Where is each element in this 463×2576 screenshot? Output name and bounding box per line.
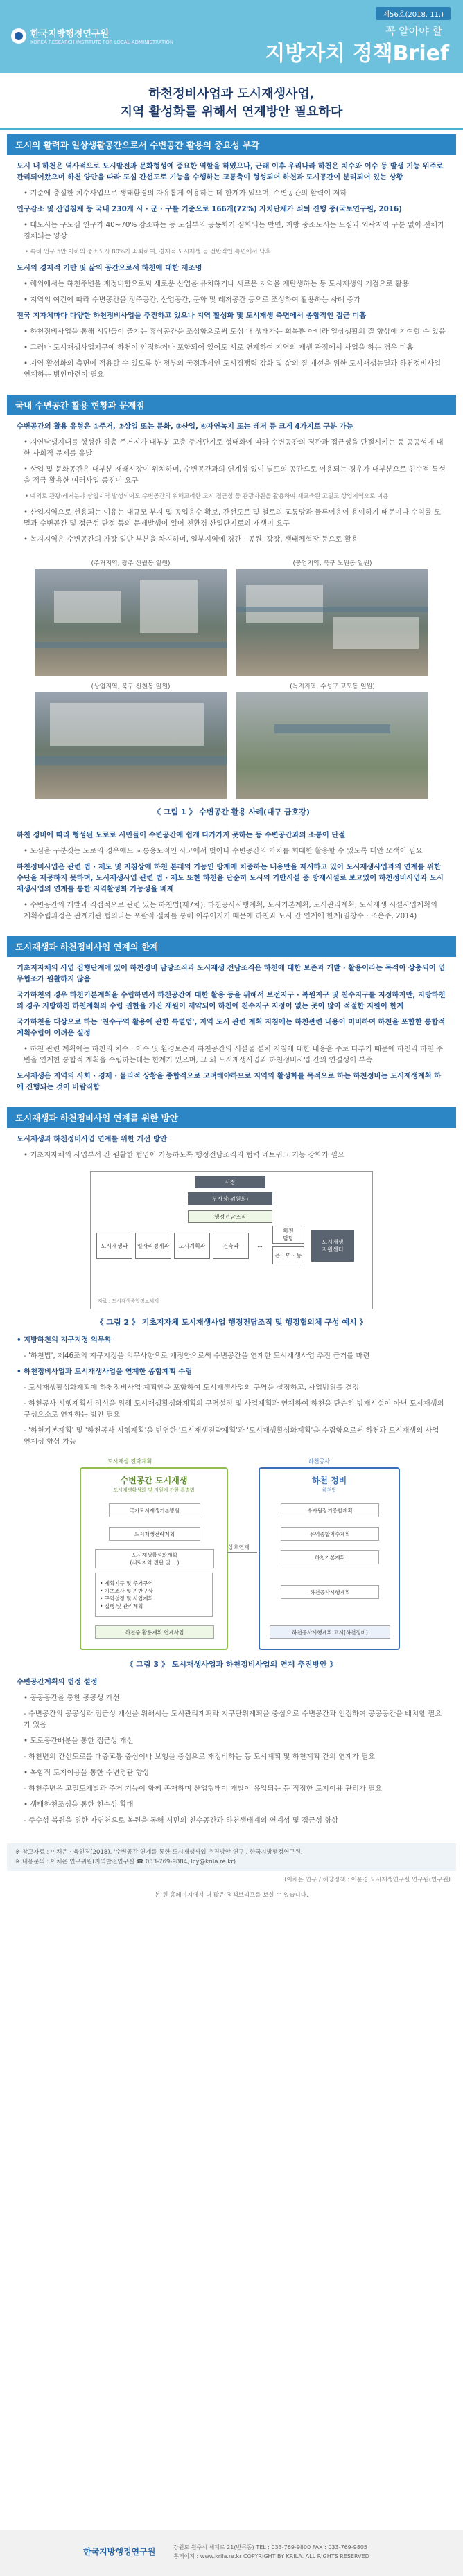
left-label: 도시재생 전략계획 bbox=[107, 1458, 152, 1465]
s4-p3-b: - 수변공간의 공공성과 접근성 개선을 위해서는 도시관리계획과 지구단위계획을 중심으로 수변공간과 인접하여 공공공간을 배치할 필요가 있음 bbox=[24, 1710, 442, 1729]
s3-p3: 국가하천을 대상으로 하는 '친수구역 활용에 관한 특별법', 지역 도시 관련 계획 지침에는 하천관련 내용이 미비하여 하천을 포함한 통합적 계획수립이 어려운 실정 bbox=[17, 1018, 446, 1037]
s1-p3: 도시의 경제적 기반 및 삶의 공간으로서 하천에 대한 재조명 bbox=[17, 264, 202, 272]
s1-p4-sub2: • 그러나 도시재생사업지구에 하천이 인접하거나 포함되어 있어도 서로 연계하여 지역의 재생 관점에서 사업을 하는 경우 미흡 bbox=[24, 343, 414, 352]
org-name-en: KOREA RESEARCH INSTITUTE FOR LOCAL ADMINISTRATION bbox=[30, 39, 174, 45]
s4-p1: 도시재생과 하천정비사업 연계를 위한 개선 방안 bbox=[17, 1135, 167, 1143]
river-law: 하천법 bbox=[322, 1487, 337, 1493]
river-step-1: 수자원장기종합계획 bbox=[281, 1503, 379, 1517]
node-mayor: 시장 bbox=[195, 1176, 265, 1188]
s3-p3-sub: • 하천 관련 계획에는 하천의 치수 · 이수 및 환경보존과 하천공간의 시설물 설치 지침에 대한 내용을 주로 다루기 때문에 하천과 하천 주변을 연계한 통합적 계획을 수립하는데는 한계가 있으며, 그 외 도시재생사업과 하천정비사업 간의 연결성이 부족 bbox=[24, 1045, 444, 1064]
footer-address bbox=[173, 2543, 369, 2561]
org-logo bbox=[11, 26, 173, 45]
s1-p1-sub: • 기준에 충실한 치수사업으로 생태환경의 자유롭게 이용하는 데 한계가 있으며, 수변공간의 활력이 저하 bbox=[24, 189, 347, 197]
s1-p3-sub1: • 해외에서는 하천주변을 재정비함으로써 새로운 산업을 유치하거나 새로운 지역을 재탄생하는 등 도시재생의 거점으로 활용 bbox=[24, 280, 409, 288]
node-community: 읍 · 면 · 동 bbox=[272, 1246, 304, 1264]
s4-p3-e: • 복합적 토지이용을 통한 수변경관 향상 bbox=[24, 1769, 150, 1777]
org-name: 한국지방행정연구원 bbox=[30, 29, 110, 39]
s2-p1-sub4: • 녹지지역은 수변공간의 가장 일반 부분을 차지하며, 일부지역에 경관 · 공원, 광장, 생태체험장 등으로 활용 bbox=[24, 535, 358, 544]
brief-title: 지방자치 정책Brief bbox=[265, 42, 449, 66]
regen-step-1: 국가도시재생기본방침 bbox=[109, 1503, 200, 1517]
issue-badge: 제56호(2018. 11.) bbox=[376, 7, 451, 20]
aerial-photo bbox=[236, 692, 428, 799]
s3-p4: 도시재생은 지역의 사회 · 경제 · 물리적 상황을 종합적으로 고려해야하므로 지역의 활성화를 목적으로 하는 하천정비는 도시재생계획 하에 진행되는 것이 바람직함 bbox=[17, 1072, 442, 1091]
node-admin-unit: 행정전담조직 bbox=[188, 1210, 272, 1223]
node-economy-dept: 일자리경제과 bbox=[135, 1233, 171, 1259]
s2-p1: 수변공간의 활용 유형은 ①주거, ②상업 또는 문화, ③산업, ④자연녹지 또는 레저 등 크게 4가지로 구분 가능 bbox=[17, 422, 353, 431]
photo-caption: (주거지역, 광주 산월동 일원) bbox=[91, 560, 171, 567]
s1-p2: 인구감소 및 산업침체 등 국내 230개 시 · 군 · 구를 기준으로 166개(72%) 자치단체가 쇠퇴 진행 중(국토연구원, 2016) bbox=[17, 205, 402, 213]
s4-p3-c: • 도로공간배분을 통한 접근성 개선 bbox=[24, 1737, 134, 1745]
s4-p2-d: - 하천공사 시행계획서 작성을 위해 도시재생활성화계획의 구역설정 및 사업계획과 연계하여 하천을 단순히 방재시설이 아닌 도시재생의 구성요소로 연계하는 방안 필요 bbox=[24, 1399, 444, 1419]
s2-p2-sub: • 도심을 구분짓는 도로의 경우에도 교통용도적인 사고에서 벗어나 수변공간의 가치를 회대한 활용할 수 있도록 대안 모색이 필요 bbox=[24, 847, 423, 855]
river-step-5: 하천공사시행계획 고시(하천정비) bbox=[270, 1625, 390, 1639]
s4-p3-h: - 주수성 복원을 위한 자연천으로 복원을 통해 시민의 친수공간과 하천생태계의 연계성 및 접근성 향상 bbox=[24, 1816, 339, 1825]
s2-p1-sub1: • 지연낙생지대를 형성한 하총 주거지가 대부분 고층 주거단지로 형태화에 따라 수변공간의 경관과 접근성을 단절시키는 등 공공성에 대한 사회적 문제를 유발 bbox=[24, 438, 444, 458]
s4-p2-a: - '하천법', 제46조의 지구지정을 의무사항으로 개정함으로써 수변공간을 연계한 도시재생사업 추진 근거를 마련 bbox=[24, 1352, 370, 1360]
s3-p1: 기초지자체의 사업 집행단계에 있어 하천정비 담당조직과 도시재생 전담조직은 하천에 대한 보존과 개발 · 활용이라는 목적이 상충되어 업무협조가 원활하지 않음 bbox=[17, 964, 446, 983]
s4-p1-sub: • 기초지자체의 사업부서 간 원활한 협업이 가능하도록 행정전담조직의 협력 네트워크 기능 강화가 필요 bbox=[24, 1151, 345, 1159]
figure-2-org-chart bbox=[90, 1171, 373, 1309]
node-building-dept: 건축과 bbox=[213, 1233, 249, 1259]
river-step-3: 하천기본계획 bbox=[281, 1550, 379, 1564]
author-line: (이채은 연구 / 해양정책 : 이윤경 도시재생연구실 연구원(연구원) bbox=[284, 1877, 451, 1884]
s2-p2: 하천 정비에 따라 형성된 도로로 시민들이 수변공간에 쉽게 다가가지 못하는 등 수변공간과의 소통이 단절 bbox=[17, 831, 346, 839]
s2-p1-note: • 예외로 관광·레저분야 상업지역 발생되어도 수변공간의 위해교려한 도시 접근성 등 관광자원을 활용하여 재교육된 고밀도 상업지역으로 이용 bbox=[25, 493, 389, 500]
regen-head: 수변공간 도시재생 bbox=[120, 1476, 188, 1485]
s4-p2-e: - '하천기본계획' 및 '하천공사 시행계획'을 반영한 '도시재생전략계획'과 '도시재생활성화계획'을 수립함으로써 하천과 도시재생의 사업 연계성 향상 가능 bbox=[24, 1426, 439, 1446]
figure-2-caption: 《 그림 2 》 기초지자체 도시재생사업 행정전담조직 및 행정협의체 구성 예시 》 bbox=[96, 1318, 367, 1327]
node-support-center: 도시재생 지원센터 bbox=[311, 1230, 354, 1262]
s2-p1-sub2: • 상업 및 문화공간은 대부분 재래시장이 위치하며, 수변공간과의 연계성 없이 별도의 공간으로 이용되는 경우가 대부분으로 친수적 특성을 적극 활용한 여러사업 증진이 요구 bbox=[24, 465, 446, 485]
s4-p3: 수변공간계획의 법정 설정 bbox=[17, 1678, 98, 1686]
s4-p2-c: - 도시재생활성화계획에 하천정비사업 계획안을 포함하여 도시재생사업의 구역을 설정하고, 사업범위를 결정 bbox=[24, 1384, 360, 1392]
section-2-heading: 국내 수변공간 활용 현황과 문제점 bbox=[7, 395, 456, 415]
header bbox=[0, 0, 463, 73]
section-1 bbox=[7, 134, 456, 391]
aerial-photo bbox=[35, 569, 227, 676]
section-1-heading: 도시의 활력과 일상생활공간으로서 수변공간 활용의 중요성 부각 bbox=[7, 134, 456, 155]
s3-p2: 국가하천의 경우 하천기본계획을 수립하면서 하천공간에 대한 활용 등을 위해서 보전지구 · 복원지구 및 친수지구를 지정하지만, 지방하천의 경우 지방하천 하천계획의 수립 권한을 가진 재원이 제약되어 하천에 친수지구 지정이 없는 곳이 많아 적절한 지원이 한계 bbox=[17, 991, 446, 1010]
section-4 bbox=[7, 1107, 456, 1836]
footer-org: 한국지방행정연구원 bbox=[83, 2547, 156, 2557]
title-divider bbox=[0, 128, 463, 130]
node-river-dept: 하천 담당 bbox=[272, 1226, 304, 1244]
footer-homepage[interactable]: 홈페이지 : www.krila.re.kr COPYRIGHT BY KRILA. ALL RIGHTS RESERVED bbox=[173, 2553, 369, 2559]
regen-column bbox=[80, 1467, 228, 1650]
s4-p2-b: • 하천정비사업과 도시재생사업을 연계한 종합계획 수립 bbox=[17, 1368, 193, 1376]
river-step-4: 하천공사시행계획 bbox=[281, 1585, 379, 1599]
figure-1-caption: 《 그림 1 》 수변공간 활용 사례(대구 금호강) bbox=[153, 807, 310, 816]
section-4-heading: 도시재생과 하천정비사업 연계를 위한 방안 bbox=[7, 1107, 456, 1128]
photo-caption: (녹지지역, 수성구 고모동 일원) bbox=[290, 683, 375, 690]
photo-caption: (공업지역, 북구 노원동 일원) bbox=[292, 560, 372, 567]
document-title: 하천정비사업과 도시재생사업, 지역 활성화를 위해서 연계방안 필요하다 bbox=[120, 87, 343, 119]
photo-caption: (상업지역, 북구 신천동 일원) bbox=[91, 683, 171, 690]
right-label: 하천공사 bbox=[308, 1458, 330, 1465]
footer bbox=[0, 2530, 463, 2576]
section-2 bbox=[7, 395, 456, 932]
section-3-heading: 도시재생과 하천정비사업 연계의 한계 bbox=[7, 936, 456, 957]
s4-p3-a: • 공공공간을 통한 공공성 개선 bbox=[24, 1694, 120, 1702]
figure-2-source: 자료 : 도시재생종합정보체계 bbox=[98, 1298, 159, 1304]
figure-3-caption: 《 그림 3 》 도시재생사업과 하천정비사업의 연계 추진방안 》 bbox=[125, 1660, 338, 1669]
s2-p1-sub3: • 산업지역으로 선용되는 이유는 대규모 부지 및 공업용수 확보, 간선도로 및 철로의 교통망과 물류이용이 용이하기 때문이나 수익률 모멸과 수변공간 및 접근성 단절 등의 문제발생이 있어 친환경 산업단지로의 재생이 요구 bbox=[24, 508, 442, 528]
s4-p2: • 지방하천의 지구지정 의무화 bbox=[17, 1336, 112, 1344]
s2-p3: 하천정비사업은 관련 법 · 제도 및 지침상에 하천 본래의 기능인 방재에 치중하는 내용만을 제시하고 있어 도시재생사업과의 연계를 위한 수단을 제공하지 못하며, 도시재생사업 관련 법 · 제도 또한 하천을 단순히 도시의 기반시설 중 방재시설로 보고있어 하천정비사업과 도시재생사업의 연계를 통한 지역활성화 가능성을 배제 bbox=[17, 863, 444, 893]
s1-p4-sub1: • 하천정비사업을 통해 시민들이 즐기는 휴식공간을 조성함으로써 도심 내 생태가는 회복뿐 아니라 일상생활의 질 향상에 기여할 수 있음 bbox=[24, 328, 446, 336]
node-regen-dept: 도시재생과 bbox=[96, 1233, 132, 1259]
node-planning-dept: 도시계획과 bbox=[174, 1233, 210, 1259]
link-arrow bbox=[227, 1552, 257, 1553]
node-deputy: 부시장(위원회) bbox=[188, 1192, 272, 1205]
photo-commercial bbox=[35, 681, 227, 799]
org-logo-icon bbox=[11, 28, 26, 44]
s1-p2-sub1: • 대도시는 구도심 인구가 40~70% 감소하는 등 도심부의 공동화가 심화되는 반면, 지방 중소도시는 도심과 외곽지역 구분 없이 전체가 침체되는 양상 bbox=[24, 221, 444, 240]
photo-residential bbox=[35, 558, 227, 676]
aerial-photo bbox=[35, 692, 227, 799]
node-etc: … bbox=[252, 1233, 268, 1258]
section-3 bbox=[7, 936, 456, 1103]
s1-p4-sub3: • 지역 활성화의 측면에 적용할 수 있도록 한 정부의 국정과제인 도시경쟁력 강화 및 삶의 질 개선을 위한 도시재생뉴딜과 하천정비사업 연계하는 방안마련이 필요 bbox=[24, 359, 442, 379]
footer-address-line: 강원도 원주시 세계로 21(반곡동) TEL : 033-769-9800 FAX : 033-769-9805 bbox=[173, 2544, 367, 2550]
photo-grid bbox=[7, 555, 456, 799]
regen-step-5: 하천중 활용계획 연계사업 bbox=[95, 1625, 214, 1639]
river-column bbox=[259, 1467, 400, 1650]
regen-step-3: 도시재생활성화계획 (쇠퇴지역 진단 및 …) bbox=[95, 1549, 214, 1568]
footnotes: ※ 참고자료 : 이채은 · 육인경(2018). '수변공간 연계를 통한 도시재생사업 추진방안 연구'. 한국지방행정연구원. ※ 내용문의 : 이채은 연구위원(지역발전연구실 ☎ 033-769-9884, lcy@krila.re.kr) bbox=[7, 1843, 456, 1871]
tagline: 꼭 알아야 할 bbox=[385, 25, 442, 37]
s1-p2-sub2: • 특히 인구 5만 이하의 중소도시 80%가 쇠퇴하여, 경제적 도시재생 등 전반적인 측면에서 낙후 bbox=[25, 249, 271, 256]
link-label: 상호연계 bbox=[228, 1544, 250, 1550]
s1-p1: 도시 내 하천은 역사적으로 도시발전과 문화형성에 중요한 역할을 하였으나, 근래 이후 우리나라 하천은 치수와 이수 등 발생 기능 위주로 관리되어왔으며 하천 양안을 따라 도심 간선도로 기능을 수행하는 교통축이 형성되어 하천과 도시공간이 분리되어 있는 상황 bbox=[17, 162, 444, 181]
s4-p3-f: - 하천주변은 고밀도개발과 주거 기능이 함께 존재하며 산업형태이 개발이 유입되는 등 적정한 토지이용 관리가 필요 bbox=[24, 1785, 383, 1793]
river-head: 하천 정비 bbox=[311, 1476, 347, 1485]
more-link[interactable]: 본 원 홈페이지에서 더 많은 정책브리프를 보실 수 있습니다. bbox=[155, 1892, 308, 1899]
s2-p3-sub: • 수변공간의 개발과 직접적으로 관련 있는 하천법(제7차), 하천공사시행계획, 도시기본계획, 도시관리계획, 도시재생 시설사업계획의 계획수립과정은 관계기관 협의라는 포괄적 절차를 통해 이루어지기 때문에 하천과 도시 간 연계에 한계(임창수 · 조은주, 2014) bbox=[24, 901, 437, 920]
s4-p3-d: - 하천변의 간선도로를 대중교통 중심이나 보행을 중심으로 재정비하는 등 도시계획 및 하천계획 간의 연계가 필요 bbox=[24, 1753, 376, 1761]
river-step-2: 유역종합치수계획 bbox=[281, 1527, 379, 1541]
s1-p4: 전국 지자체마다 다양한 하천정비사업을 추진하고 있으나 지역 활성화 및 도시재생 측면에서 종합적인 접근 미흡 bbox=[17, 312, 367, 320]
photo-greenbelt bbox=[236, 681, 428, 799]
s1-p3-sub2: • 지역의 여건에 따라 수변공간을 정주공간, 산업공간, 문화 및 레저공간 등으로 조성하여 활용하는 사례 증가 bbox=[24, 296, 361, 304]
s4-p3-g: • 생태하천조성을 통한 친수성 확대 bbox=[24, 1800, 134, 1809]
regen-step-2: 도시재생전략계획 bbox=[109, 1527, 200, 1541]
regen-law: 도시재생활성화 및 지원에 관한 특별법 bbox=[113, 1487, 195, 1493]
aerial-photo bbox=[236, 569, 428, 676]
regen-step-4: • 계획지구 및 주거구역 • 기초조사 및 기반구상 • 구역설정 및 사업계획 • 집행 및 관리계획 bbox=[95, 1573, 213, 1617]
figure-3-diagram bbox=[80, 1458, 383, 1652]
photo-industrial bbox=[236, 558, 428, 676]
